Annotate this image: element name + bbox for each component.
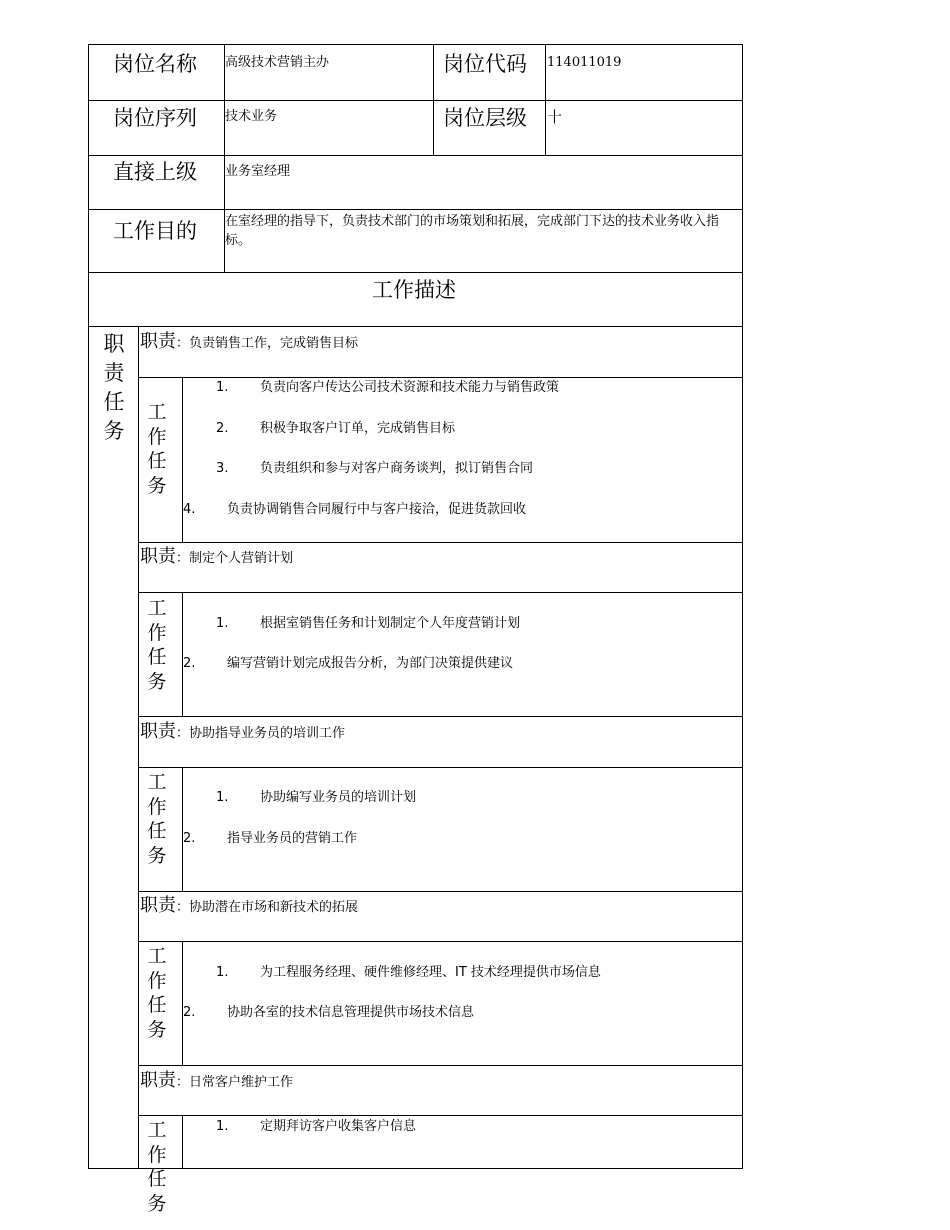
rule <box>545 44 546 156</box>
rule <box>88 100 743 101</box>
task-item <box>216 379 559 397</box>
rule <box>88 326 743 327</box>
post-level-label: 岗位层级 <box>443 106 527 130</box>
post-code-value: 114011019 <box>547 55 622 70</box>
task-side-label: 工作任务 <box>147 945 167 1041</box>
task-item <box>183 501 526 519</box>
rule <box>139 941 743 942</box>
task-text: 协助编写业务员的培训计划 <box>260 790 417 805</box>
task-side-label: 工作任务 <box>147 597 167 693</box>
task-side-label: 工作任务 <box>147 1119 167 1215</box>
duty-text: ：协助潜在市场和新技术的拓展 <box>176 900 359 915</box>
task-text: 为工程服务经理、硬件维修经理、IT 技术经理提供市场信息 <box>260 965 601 980</box>
task-number: 2. <box>183 1005 196 1020</box>
rule <box>139 891 743 892</box>
rule <box>88 155 743 156</box>
rule <box>139 377 743 378</box>
duty-row <box>140 331 358 355</box>
task-text: 指导业务员的营销工作 <box>227 831 358 846</box>
rule <box>742 44 743 1169</box>
task-text: 定期拜访客户收集客户信息 <box>260 1119 417 1134</box>
rule <box>88 272 743 273</box>
duty-prefix: 职责 <box>140 721 176 742</box>
task-number: 2. <box>183 831 196 846</box>
duty-text: ：负责销售工作，完成销售目标 <box>176 336 359 351</box>
post-series-value: 技术业务 <box>225 109 278 124</box>
task-item <box>216 460 533 478</box>
task-number: 2. <box>183 656 196 671</box>
task-text: 积极争取客户订单，完成销售目标 <box>260 421 456 436</box>
duty-row <box>140 895 358 919</box>
duty-text: ：日常客户维护工作 <box>176 1075 294 1090</box>
rule <box>139 1115 743 1116</box>
duty-text: ：制定个人营销计划 <box>176 551 294 566</box>
task-number: 1. <box>216 1119 229 1134</box>
task-text: 编写营销计划完成报告分析，为部门决策提供建议 <box>227 656 514 671</box>
duty-row <box>140 1070 293 1094</box>
task-number: 4. <box>183 502 196 517</box>
task-number: 2. <box>216 421 229 436</box>
section-title: 工作描述 <box>372 278 456 302</box>
task-number: 1. <box>216 616 229 631</box>
task-item <box>216 789 416 807</box>
rule <box>139 592 743 593</box>
task-side-label-clip <box>142 1117 172 1215</box>
task-number: 3. <box>216 461 229 476</box>
duty-prefix: 职责 <box>140 1070 176 1091</box>
post-name-label: 岗位名称 <box>113 52 197 76</box>
duty-text: ：协助指导业务员的培训工作 <box>176 726 346 741</box>
task-text: 负责向客户传达公司技术资源和技术能力与销售政策 <box>260 380 560 395</box>
rule <box>88 44 89 1169</box>
rule <box>88 209 743 210</box>
purpose-value: 在室经理的指导下，负责技术部门的市场策划和拓展，完成部门下达的技术业务收入指标。 <box>225 214 720 248</box>
task-number: 1. <box>216 965 229 980</box>
duty-task-side-label: 职责任务 <box>103 332 125 443</box>
rule <box>139 767 743 768</box>
task-side-label: 工作任务 <box>147 401 167 497</box>
task-text: 协助各室的技术信息管理提供市场技术信息 <box>227 1005 475 1020</box>
rule <box>138 326 139 1169</box>
post-code-label: 岗位代码 <box>443 52 527 76</box>
supervisor-value: 业务室经理 <box>225 164 291 179</box>
task-item <box>216 615 520 633</box>
rule <box>433 44 434 156</box>
supervisor-label: 直接上级 <box>113 160 197 184</box>
task-text: 根据室销售任务和计划制定个人年度营销计划 <box>260 616 521 631</box>
task-text: 负责组织和参与对客户商务谈判，拟订销售合同 <box>260 461 534 476</box>
duty-prefix: 职责 <box>140 546 176 567</box>
post-name-value: 高级技术营销主办 <box>225 55 330 70</box>
task-item <box>183 655 513 673</box>
rule <box>139 716 743 717</box>
duty-row <box>140 721 345 745</box>
task-number: 1. <box>216 380 229 395</box>
post-level-value: 十 <box>547 108 563 126</box>
task-number: 1. <box>216 790 229 805</box>
post-series-label: 岗位序列 <box>113 106 197 130</box>
rule <box>88 1168 743 1169</box>
task-item <box>183 830 357 848</box>
rule <box>139 542 743 543</box>
purpose-label: 工作目的 <box>113 219 197 243</box>
rule <box>182 1115 183 1169</box>
duty-prefix: 职责 <box>140 895 176 916</box>
duty-row <box>140 546 293 570</box>
rule <box>88 44 743 45</box>
task-item <box>216 420 455 438</box>
task-item <box>216 964 601 982</box>
task-item <box>216 1118 416 1136</box>
rule <box>139 1065 743 1066</box>
task-text: 负责协调销售合同履行中与客户接洽，促进货款回收 <box>227 502 527 517</box>
duty-prefix: 职责 <box>140 331 176 352</box>
task-side-label: 工作任务 <box>147 771 167 867</box>
task-item <box>183 1004 474 1022</box>
